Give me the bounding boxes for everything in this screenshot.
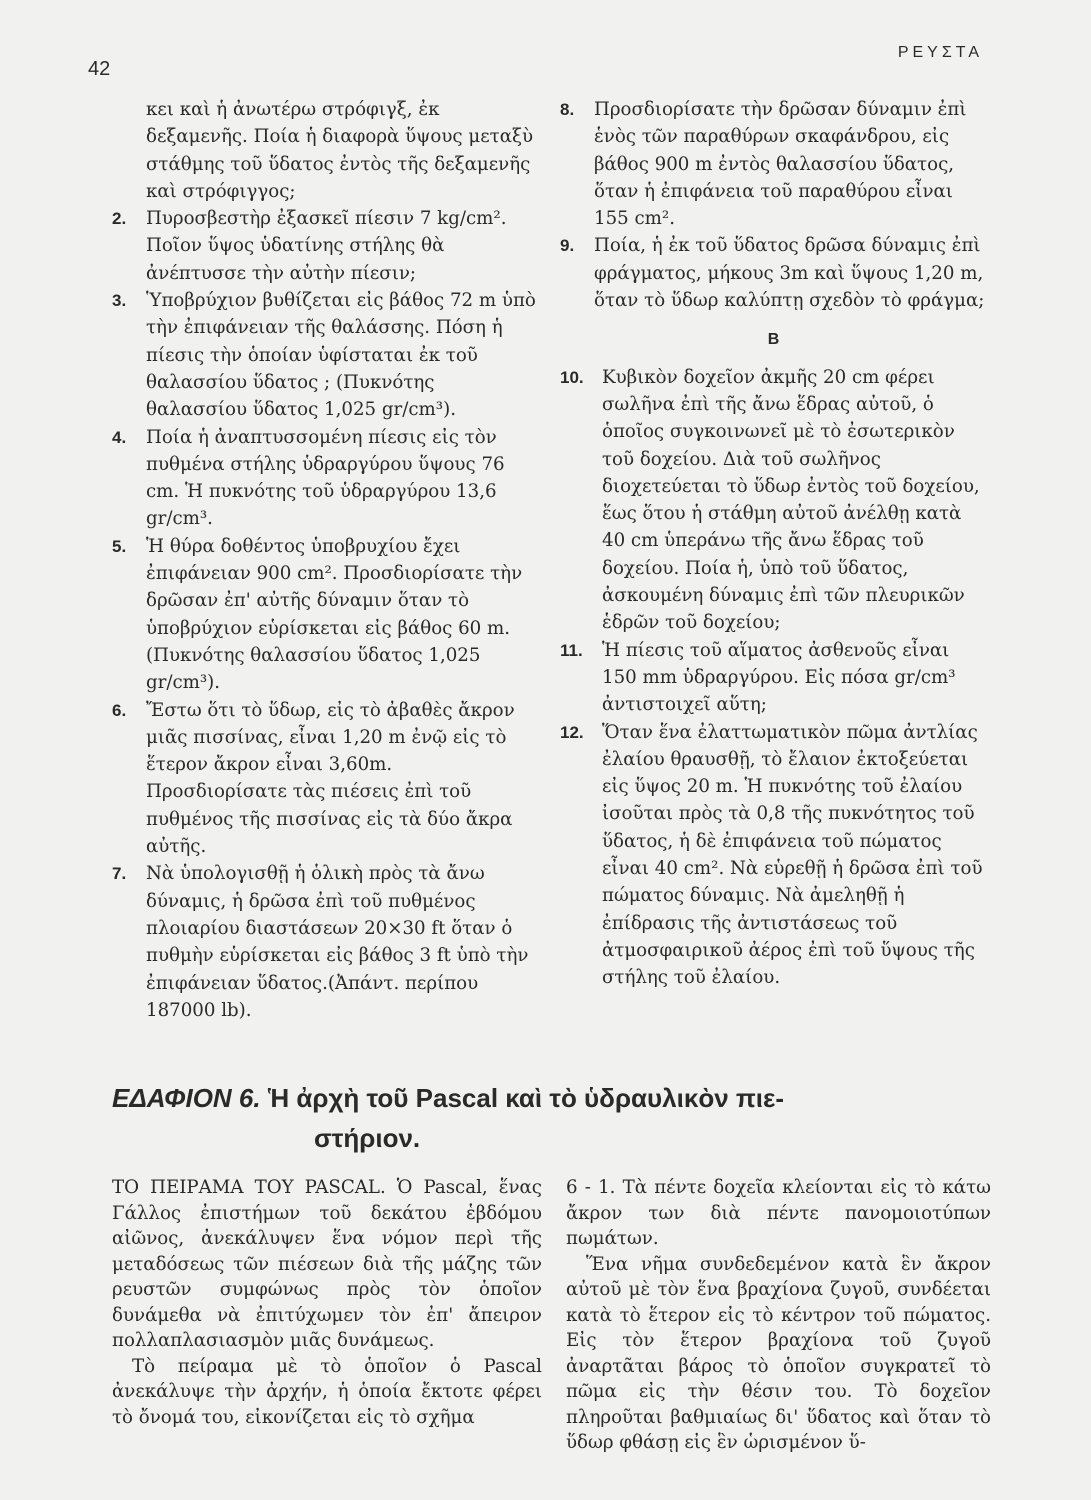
exercise-number: 5.	[112, 536, 127, 556]
page-number: 42	[88, 58, 111, 80]
exercise-number: 11.	[560, 640, 583, 660]
exercise-item	[112, 287, 537, 423]
exercise-item	[560, 637, 987, 719]
exercise-text: Ἡ θύρα δοθέντος ὑποβρυχίου ἔχει ἐπιφάνειαν 900 cm². Προσδιορίσατε τὴν δρῶσαν ἐπ' αὐτῆς δύναμιν ὅταν τὸ ὑποβρύχιον εὑρίσκεται εἰς βάθος 60 m. (Πυκνότης θαλασσίου ὕδατος 1,025 gr/cm³).	[146, 535, 523, 694]
exercise-text: Ἔστω ὅτι τὸ ὕδωρ, εἰς τὸ ἀβαθὲς ἄκρον μιᾶς πισσίνας, εἶναι 1,20 m ἐνῷ εἰς τὸ ἕτερον ἄκρον εἶναι 3,60m. Προσδιορίσατε τὰς πιέσεις ἐπὶ τοῦ πυθμένος τῆς πισσίνας εἰς τὰ δύο ἄκρα αὐτῆς.	[146, 699, 515, 858]
exercise-item	[112, 697, 537, 861]
exercise-number: 2.	[112, 209, 127, 229]
section-title-line2: στήριον.	[314, 1123, 421, 1153]
exercise-number: 6.	[112, 700, 127, 720]
section-label: ΕΔΑΦΙΟΝ 6.	[112, 1083, 261, 1113]
exercise-text: Νὰ ὑπολογισθῇ ἡ ὁλικὴ πρὸς τὰ ἄνω δύναμις, ἡ δρῶσα ἐπὶ τοῦ πυθμένος πλοιαρίου διαστάσεων 20×30 ft ὅταν ὁ πυθμὴν εὑρίσκεται εἰς βάθος 3 ft ὑπὸ τὴν ἐπιφάνειαν ὕδατος.(Ἀπάντ. περίπου 187000 lb).	[146, 863, 529, 1021]
body-left-column	[112, 1175, 542, 1430]
exercise-item	[112, 205, 537, 287]
exercise-text: Προσδιορίσατε τὴν δρῶσαν δύναμιν ἐπὶ ἑνὸς τῶν παραθύρων σκαφάνδρου, εἰς βάθος 900 m ἐντὸς θαλασσίου ὕδατος, ὅταν ἡ ἐπιφάνεια τοῦ παραθύρου εἶναι 155 cm².	[594, 99, 967, 230]
exercise-number: 8.	[560, 100, 575, 119]
exercise-1-continuation	[112, 96, 537, 205]
exercises-right-column	[560, 96, 987, 992]
section-title-line1: Ἡ ἀρχὴ τοῦ Pascal καὶ τὸ ὑδραυλικὸν πιε-	[267, 1083, 785, 1113]
exercise-number: 7.	[112, 864, 127, 884]
body-paragraph: 6 - 1. Τὰ πέντε δοχεῖα κλείονται εἰς τὸ κάτω ἄκρον των διὰ πέντε πανομοιοτύπων πωμάτων.	[566, 1177, 991, 1249]
section-heading	[112, 1078, 1012, 1158]
exercise-number: 4.	[112, 427, 127, 447]
body-paragraph: Τὸ πείραμα μὲ τὸ ὁποῖον ὁ Pascal ἀνεκάλυψε τὴν ἀρχήν, ἡ ὁποία ἔκτοτε φέρει τὸ ὄνομά του, εἰκονίζεται εἰς τὸ σχῆμα	[112, 1355, 542, 1428]
section-b-heading: Β	[767, 331, 780, 349]
exercise-number: 9.	[560, 236, 575, 256]
exercise-item	[112, 533, 537, 697]
exercise-item	[560, 96, 987, 232]
running-head: ΡΕΥΣΤΑ	[897, 44, 983, 61]
exercise-item	[560, 364, 987, 637]
exercise-item	[112, 860, 537, 1024]
exercise-number: 10.	[560, 367, 584, 387]
exercise-text: Ὅταν ἕνα ἐλαττωματικὸν πῶμα ἀντλίας ἐλαίου θραυσθῇ, τὸ ἔλαιον ἐκτοξεύεται εἰς ὕψος 20 m. Ἡ πυκνότης τοῦ ἐλαίου ἰσοῦται πρὸς τὰ 0,8 τῆς πυκνότητος τοῦ ὕδατος, ἡ δὲ ἐπιφάνεια τοῦ πώματος εἶναι 40 cm². Νὰ εὑρεθῇ ἡ δρῶσα ἐπὶ τοῦ πώματος δύναμις. Νὰ ἀμεληθῇ ἡ ἐπίδρασις τῆς ἀντιστάσεως τοῦ ἀτμοσφαιρικοῦ ἀέρος ἐπὶ τοῦ ὕψους τῆς στήλης τοῦ ἐλαίου.	[602, 721, 983, 989]
exercise-text: Ποία ἡ ἀναπτυσσομένη πίεσις εἰς τὸν πυθμένα στήλης ὑδραργύρου ὕψους 76 cm. Ἡ πυκνότης τοῦ ὑδραργύρου 13,6 gr/cm³.	[146, 426, 505, 530]
exercise-item	[560, 232, 987, 314]
exercise-text: Ἡ πίεσις τοῦ αἵματος ἀσθενοῦς εἶναι 150 mm ὑδραργύρου. Εἰς πόσα gr/cm³ ἀντιστοιχεῖ αὕτη;	[602, 639, 956, 716]
exercise-text: Κυβικὸν δοχεῖον ἀκμῆς 20 cm φέρει σωλῆνα ἐπὶ τῆς ἄνω ἕδρας αὐτοῦ, ὁ ὁποῖος συγκοινωνεῖ μὲ τὸ ἐσωτερικὸν τοῦ δοχείου. Διὰ τοῦ σωλῆνος διοχετεύεται τὸ ὕδωρ ἐντὸς τοῦ δοχείου, ἕως ὅτου ἡ στάθμη αὐτοῦ ἀνέλθῃ κατὰ 40 cm ὑπεράνω τῆς ἄνω ἕδρας τοῦ δοχείου. Ποία ἡ, ὑπὸ τοῦ ὕδατος, ἀσκουμένη δύναμις ἐπὶ τῶν πλευρικῶν ἑδρῶν τοῦ δοχείου;	[602, 366, 980, 634]
body-right-column	[566, 1175, 991, 1456]
exercise-text: Ὑποβρύχιον βυθίζεται εἰς βάθος 72 m ὑπὸ τὴν ἐπιφάνειαν τῆς θαλάσσης. Πόση ἡ πίεσις τὴν ὁποίαν ὑφίσταται ἐκ τοῦ θαλασσίου ὕδατος ; (Πυκνότης θαλασσίου ὕδατος 1,025 gr/cm³).	[146, 290, 536, 421]
exercise-text: Πυροσβεστὴρ ἐξασκεῖ πίεσιν 7 kg/cm². Ποῖον ὕψος ὑδατίνης στήλης θὰ ἀνέπτυσσε τὴν αὐτὴν πίεσιν;	[146, 208, 507, 284]
exercise-text: κει καὶ ἡ ἀνωτέρω στρόφιγξ, ἐκ δεξαμενῆς. Ποία ἡ διαφορὰ ὕψους μεταξὺ στάθμης τοῦ ὕδατος ἐντὸς τῆς δεξαμενῆς καὶ στρόφιγγος;	[146, 99, 534, 202]
exercise-item	[112, 424, 537, 533]
exercise-item	[560, 719, 987, 992]
body-paragraph: ΤΟ ΠΕΙΡΑΜΑ ΤΟΥ PASCAL. Ὁ Pascal, ἕνας Γάλλος ἐπιστήμων τοῦ δεκάτου ἑβδόμου αἰῶνος, ἀνεκάλυψεν ἕνα νόμον περὶ τῆς μεταδόσεως τῶν πιέσεων διὰ τῆς μάζης τῶν ρευστῶν συμφώνως πρὸς τὸν ὁποῖον δυνάμεθα νὰ ἐπιτύχωμεν τὸν ἐπ' ἄπειρον πολλαπλασιασμὸν μιᾶς δυνάμεως.	[112, 1177, 542, 1351]
exercises-left-column	[112, 96, 537, 1024]
body-paragraph: Ἕνα νῆμα συνδεδεμένον κατὰ ἓν ἄκρον αὐτοῦ μὲ τὸν ἕνα βραχίονα ζυγοῦ, συνδέεται κατὰ τὸ ἕτερον εἰς τὸ κέντρον τοῦ πώματος. Εἰς τὸν ἕτερον βραχίονα τοῦ ζυγοῦ ἀναρτᾶται βάρος τὸ ὁποῖον συγκρατεῖ τὸ πῶμα εἰς τὴν θέσιν του. Τὸ δοχεῖον πληροῦται βαθμιαίως δι' ὕδατος καὶ ὅταν τὸ ὕδωρ φθάσῃ εἰς ἓν ὡρισμένον ὕ-	[566, 1253, 991, 1453]
exercise-number: 12.	[560, 722, 584, 742]
exercise-number: 3.	[112, 291, 127, 311]
exercise-text: Ποία, ἡ ἐκ τοῦ ὕδατος δρῶσα δύναμις ἐπὶ φράγματος, μήκους 3m καὶ ὕψους 1,20 m, ὅταν τὸ ὕδωρ καλύπτῃ σχεδὸν τὸ φράγμα;	[594, 235, 985, 312]
